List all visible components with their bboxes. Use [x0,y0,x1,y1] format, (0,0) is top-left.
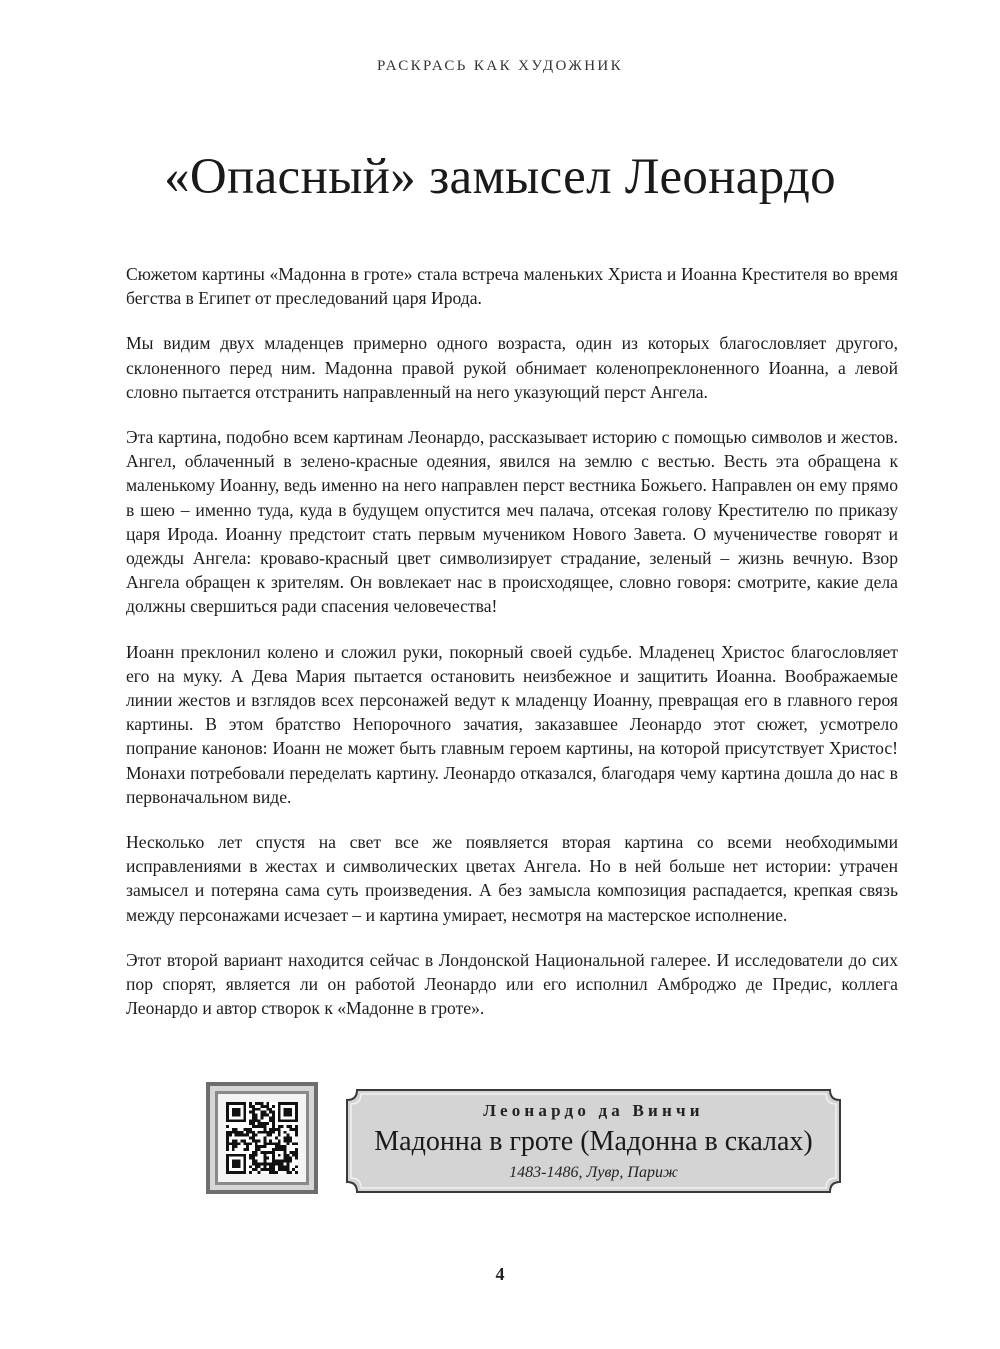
page-number: 4 [495,1264,505,1284]
paragraph-5: Несколько лет спустя на свет все же появляется вторая картина со всеми необходимыми исправлениями в жестах и символических цветах Ангела. Но в ней больше нет истории: утрачен замысел и потеряна сама суть произведения. А без замысла композиция распадается, крепкая связь между персонажами исчезает – и картина умирает, несмотря на мастерское исполнение. [126,832,898,925]
paragraph-4: Иоанн преклонил колено и сложил руки, покорный своей судьбе. Младенец Христос благословляет его на муку. А Дева Мария пытается остановить неизбежное и защитить Иоанна. Воображаемые линии жестов и взглядов всех персонажей ведут к младенцу Иоанну, превращая его в главного героя картины. В этом братство Непорочного зачатия, заказавшее Леонардо этот сюжет, усмотрело попрание канонов: Иоанн не может быть главным героем картины, на которой присутствует Христос! Монахи потребовали переделать картину. Леонардо отказался, благодаря чему картина дошла до нас в первоначальном виде. [126,641,898,807]
page-title: «Опасный» замысел Леонардо [164,149,836,205]
paragraph-6: Этот второй вариант находится сейчас в Лондонской Национальной галерее. И исследователи до сих пор спорят, является ли он работой Леонардо или его исполнил Амброджо де Предис, коллега Леонардо и автор створок к «Мадонне в гроте». [126,949,898,1019]
paragraph-2: Мы видим двух младенцев примерно одного возраста, один из которых благословляет другого, склоненного перед ним. Мадонна правой рукой обнимает коленопреклоненного Иоанна, а левой словно пытается отстранить направленный на него указующий перст Ангела. [126,333,898,402]
qr-frame[interactable] [206,1082,318,1194]
paragraph-1: Сюжетом картины «Мадонна в гроте» стала встреча маленьких Христа и Иоанна Крестителя во время бегства в Египет от преследований царя Ирода. [126,264,898,309]
qr-code-icon[interactable] [226,1102,298,1174]
paragraph-3: Эта картина, подобно всем картинам Леонардо, рассказывает историю с помощью символов и жестов. Ангел, облаченный в зелено-красные одеяния, явился на землю с вестью. Весть эта обращена к маленькому Иоанну, ведь именно на него направлен перст вестника Божьего. Направлен он ему прямо в шею – именно туда, куда в будущем опустится меч палача, отсекая голову Крестителю по приказу царя Ирода. Иоанну предстоит стать первым мучеником Нового Завета. О мученичестве говорят и одежды Ангела: кроваво-красный цвет символизирует страдание, зеленый – жизнь вечную. Взор Ангела обращен к зрителям. Он вовлекает нас в происходящее, словно говоря: смотрите, какие дела должны свершиться ради спасения человечества! [126,427,898,617]
plaque-meta: 1483-1486, Лувр, Париж [509,1164,678,1181]
article-body [126,262,898,1041]
plaque-author: Леонардо да Винчи [483,1101,704,1120]
plaque-title: Мадонна в гроте (Мадонна в скалах) [374,1126,813,1157]
artwork-plaque [345,1088,842,1194]
running-head: РАСКРАСЬ КАК ХУДОЖНИК [376,58,624,74]
